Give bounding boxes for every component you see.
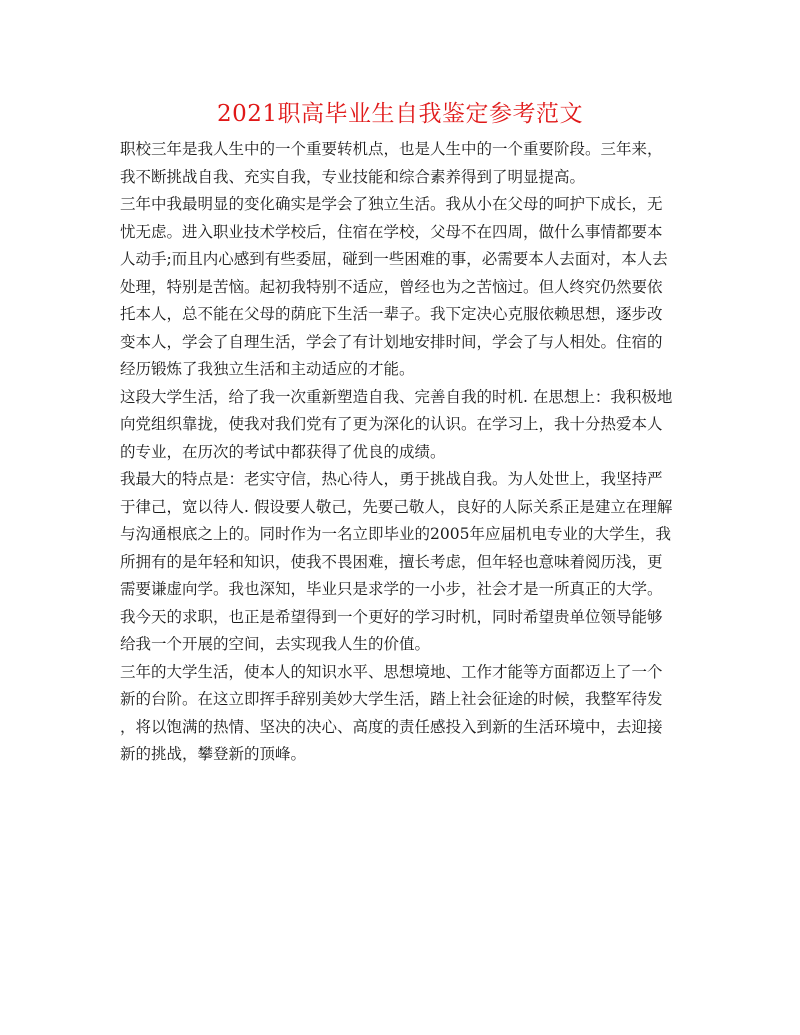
body-line: 与沟通根底之上的。同时作为一名立即毕业的2005年应届机电专业的大学生，我 xyxy=(120,525,671,543)
body-line: 三年中我最明显的变化确实是学会了独立生活。我从小在父母的呵护下成长，无 xyxy=(120,195,663,213)
body-line: 我不断挑战自我、充实自我，专业技能和综合素养得到了明显提高。 xyxy=(120,167,586,186)
body-line: 新的台阶。在这立即挥手辞别美妙大学生活，踏上社会征途的时候，我整军待发 xyxy=(120,690,663,708)
body-line: 向党组织靠拢，使我对我们党有了更为深化的认识。在学习上，我十分热爱本人 xyxy=(120,415,663,433)
body-line: 新的挑战，攀登新的顶峰。 xyxy=(120,745,307,763)
body-line: 我今天的求职，也正是希望得到一个更好的学习时机，同时希望贵单位领导能够 xyxy=(120,607,663,626)
body-line: 所拥有的是年轻和知识，使我不畏困难，擅长考虑，但年轻也意味着阅历浅，更 xyxy=(120,552,663,571)
body-line: 忧无虑。进入职业技术学校后，住宿在学校，父母不在四周，做什么事情都要本 xyxy=(120,222,663,241)
body-line: 三年的大学生活，使本人的知识水平、思想境地、工作才能等方面都迈上了一个 xyxy=(120,662,663,681)
body-line: 给我一个开展的空间，去实现我人生的价值。 xyxy=(120,635,431,653)
body-line: 这段大学生活，给了我一次重新塑造自我、完善自我的时机. 在思想上：我积极地 xyxy=(120,387,673,406)
body-line: 职校三年是我人生中的一个重要转机点，也是人生中的一个重要阶段。三年来， xyxy=(120,140,663,158)
body-line: 需要谦虚向学。我也深知，毕业只是求学的一小步，社会才是一所真正的大学。 xyxy=(120,580,663,598)
body-line: 经历锻炼了我独立生活和主动适应的才能。 xyxy=(120,360,415,378)
body-line: 人动手;而且内心感到有些委屈，碰到一些困难的事，必需要本人去面对，本人去 xyxy=(120,250,668,268)
body-line: 处理，特别是苦恼。起初我特别不适应，曾经也为之苦恼过。但人终究仍然要依 xyxy=(120,277,663,296)
body-line: 托本人，总不能在父母的荫庇下生活一辈子。我下定决心克服依赖思想，逐步改 xyxy=(120,305,663,323)
body-line: 我最大的特点是：老实守信，热心待人，勇于挑战自我。为人处世上，我坚持严 xyxy=(120,470,663,488)
body-line: 于律己，宽以待人. 假设要人敬己，先要己敬人，良好的人际关系正是建立在理解 xyxy=(120,497,673,516)
body-line: ，将以饱满的热情、坚决的决心、高度的责任感投入到新的生活环境中，去迎接 xyxy=(120,717,663,736)
body-line: 的专业，在历次的考试中都获得了优良的成绩。 xyxy=(120,442,446,461)
document-title: 2021职高毕业生自我鉴定参考范文 xyxy=(216,101,584,127)
document-body xyxy=(120,136,680,769)
body-line: 变本人，学会了自理生活，学会了有计划地安排时间，学会了与人相处。住宿的 xyxy=(120,332,663,351)
